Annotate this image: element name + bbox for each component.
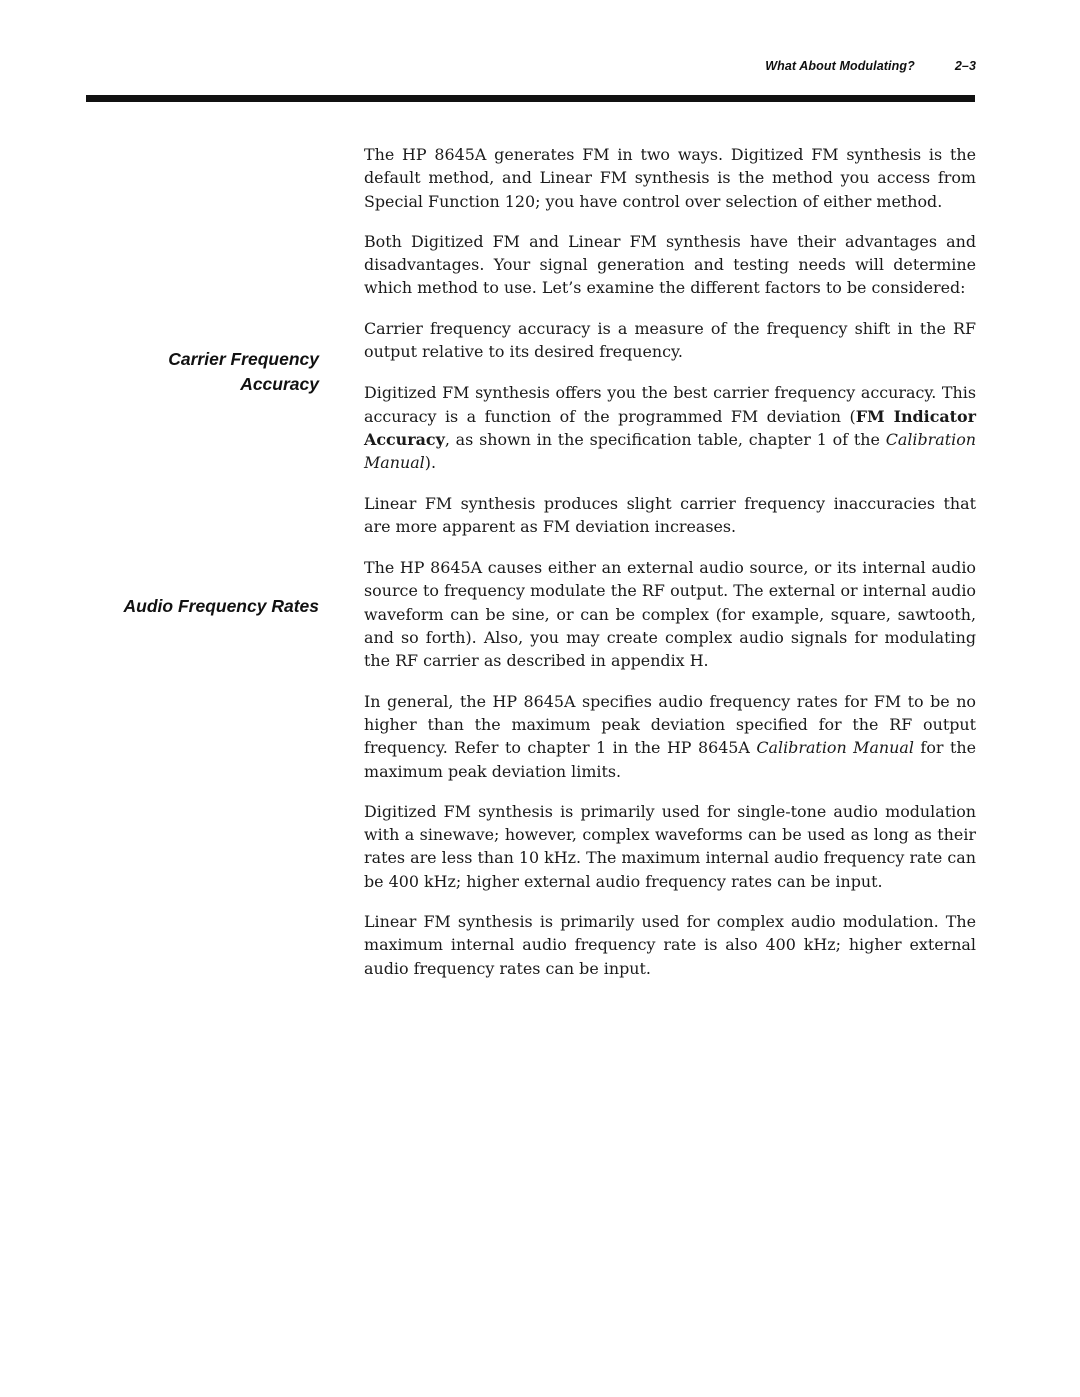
paragraph-linear-audio: Linear FM synthesis is primarily used for complex audio modulation. The maximum internal audio frequency rate is also 400 kHz; higher external audio frequency rates can be input. [364, 912, 976, 978]
paragraph-linear-inaccuracies: Linear FM synthesis produces slight carrier frequency inaccuracies that are more apparent as FM deviation increases. [364, 493, 976, 536]
paragraph-fm-methods: The HP 8645A generates FM in two ways. Digitized FM synthesis is the default method, and Linear FM synthesis is the method you access from Special Function 120; you have control over selection of either method. [364, 145, 976, 211]
side-heading-audio-frequency-rates: Audio Frequency Rates [123, 596, 319, 616]
side-heading-line: Carrier Frequency [168, 349, 319, 369]
body-column [364, 143, 976, 997]
text-run: Digitized FM synthesis offers you the best carrier frequency accuracy. This accuracy is a function of the programmed FM deviation ( [364, 383, 976, 426]
text-run: for the maximum peak deviation limits. [364, 738, 976, 781]
paragraph-advantages: Both Digitized FM and Linear FM synthesis have their advantages and disadvantages. Your signal generation and testing needs will determine which method to use. Let’s examine the different factors to be considered: [364, 231, 976, 298]
italic-text: Calibration Manual [364, 429, 976, 473]
italic-text: Calibration Manual [756, 738, 914, 758]
paragraph-digitized-audio: Digitized FM synthesis is primarily used for single-tone audio modulation with a sinewave; however, complex waveforms can be used as long as their rates are less than 10 kHz. The maximum internal audio frequency rate can be 400 kHz; higher external audio frequency rates can be input. [364, 801, 976, 891]
text-run: , as shown in the specification table, chapter 1 of the [444, 429, 886, 449]
text-run: In general, the HP 8645A specifies audio frequency rates for FM to be no higher than the maximum peak deviation specified for the RF output frequency. Refer to chapter 1 in the HP 8645A [364, 691, 976, 758]
paragraph-audio-rates-general [364, 690, 976, 783]
paragraph-digitized-accuracy [364, 381, 976, 474]
page-number: 2–3 [954, 59, 976, 73]
running-header-title: What About Modulating? [765, 59, 915, 73]
text-run: ). [424, 453, 437, 473]
paragraph-carrier-accuracy-definition: Carrier frequency accuracy is a measure of the frequency shift in the RF output relative to its desired frequency. [364, 318, 976, 362]
paragraph-audio-source: The HP 8645A causes either an external audio source, or its internal audio source to frequency modulate the RF output. The external or internal audio waveform can be sine, or can be complex (for example, square, sawtooth, and so forth). Also, you may create complex audio signals for modulating the RF carrier as described in appendix H. [364, 558, 976, 671]
side-heading-carrier-frequency-accuracy [86, 347, 319, 397]
bold-text: FM Indicator Accuracy [364, 406, 976, 449]
side-heading-line: Accuracy [240, 374, 319, 394]
running-header [765, 59, 976, 73]
header-rule [86, 95, 975, 102]
